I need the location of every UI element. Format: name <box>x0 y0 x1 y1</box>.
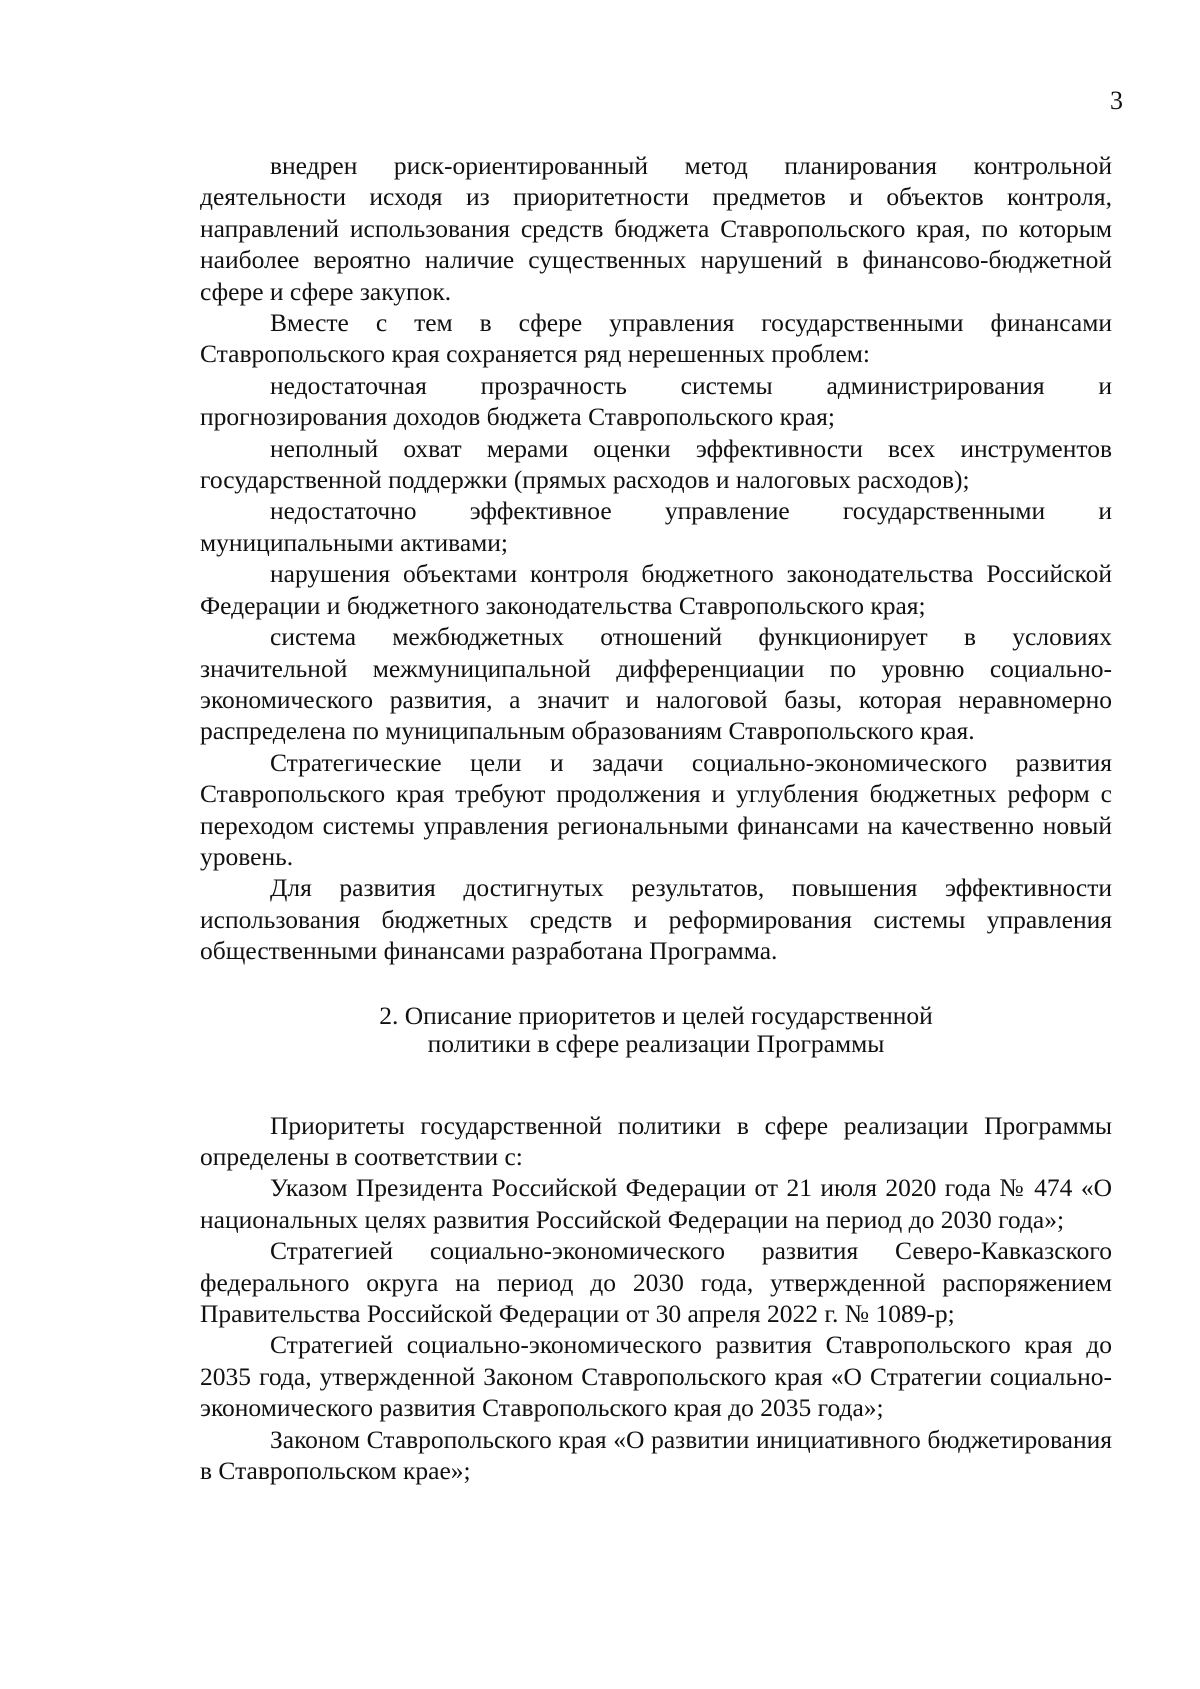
paragraph-stavropol-strategy: Стратегией социально-экономического развития Ставропольского края до 2035 года, утвержденной Законом Ставропольского края «О Стратегии социально-экономического развития Ставропольского края до 2035 года»; <box>200 1330 1112 1423</box>
document-body <box>200 150 1112 1486</box>
paragraph-asset-management: недостаточно эффективное управление государственными и муниципальными активами; <box>200 496 1112 557</box>
paragraph-strategic-goals: Стратегические цели и задачи социально-экономического развития Ставропольского края требуют продолжения и углубления бюджетных реформ с переходом системы управления региональными финансами на качественно новый уровень. <box>200 747 1112 871</box>
paragraph-revenue-transparency: недостаточная прозрачность системы администрирования и прогнозирования доходов бюджета Ставропольского края; <box>200 370 1112 432</box>
paragraph-unresolved-problems: Вместе с тем в сфере управления государственными финансами Ставропольского края сохраняется ряд нерешенных проблем: <box>200 308 1112 369</box>
paragraph-priorities: Приоритеты государственной политики в сфере реализации Программы определены в соответствии с: <box>200 1110 1112 1171</box>
section-heading-line-2: политики в сфере реализации Программы <box>427 1028 885 1058</box>
section-heading <box>200 1002 1112 1058</box>
paragraph-initiative-budgeting-law: Законом Ставропольского края «О развитии инициативного бюджетирования в Ставропольском крае»; <box>200 1424 1112 1486</box>
section-heading-line-1: 2. Описание приоритетов и целей государственной <box>379 1000 933 1030</box>
paragraph-program-developed: Для развития достигнутых результатов, повышения эффективности использования бюджетных средств и реформирования системы управления общественными финансами разработана Программа. <box>200 873 1112 966</box>
paragraph-risk-oriented-method: внедрен риск-ориентированный метод планирования контрольной деятельности исходя из приоритетности предметов и объектов контроля, направлений использования средств бюджета Ставропольского края, по которым наиболее вероятно наличие существенных нарушений в финансово-бюджетной сфере и сфере закупок. <box>200 151 1112 306</box>
paragraph-support-efficiency: неполный охват мерами оценки эффективности всех инструментов государственной поддержки (прямых расходов и налоговых расходов); <box>200 433 1112 495</box>
paragraph-north-caucasus-strategy: Стратегией социально-экономического развития Северо-Кавказского федерального округа на период до 2030 года, утвержденной распоряжением Правительства Российской Федерации от 30 апреля 2022 г. № 1089-р; <box>200 1236 1112 1328</box>
paragraph-presidential-decree: Указом Президента Российской Федерации от 21 июля 2020 года № 474 «О национальных целях развития Российской Федерации на период до 2030 года»; <box>200 1173 1112 1234</box>
paragraph-interbudget-relations: система межбюджетных отношений функционирует в условиях значительной межмуниципальной дифференциации по уровню социально-экономического развития, а значит и налоговой базы, которая неравномерно распределена по муниципальным образованиям Ставропольского края. <box>200 622 1112 746</box>
paragraph-budget-violations: нарушения объектами контроля бюджетного законодательства Российской Федерации и бюджетного законодательства Ставропольского края; <box>200 559 1112 620</box>
page-number: 3 <box>1110 86 1123 115</box>
